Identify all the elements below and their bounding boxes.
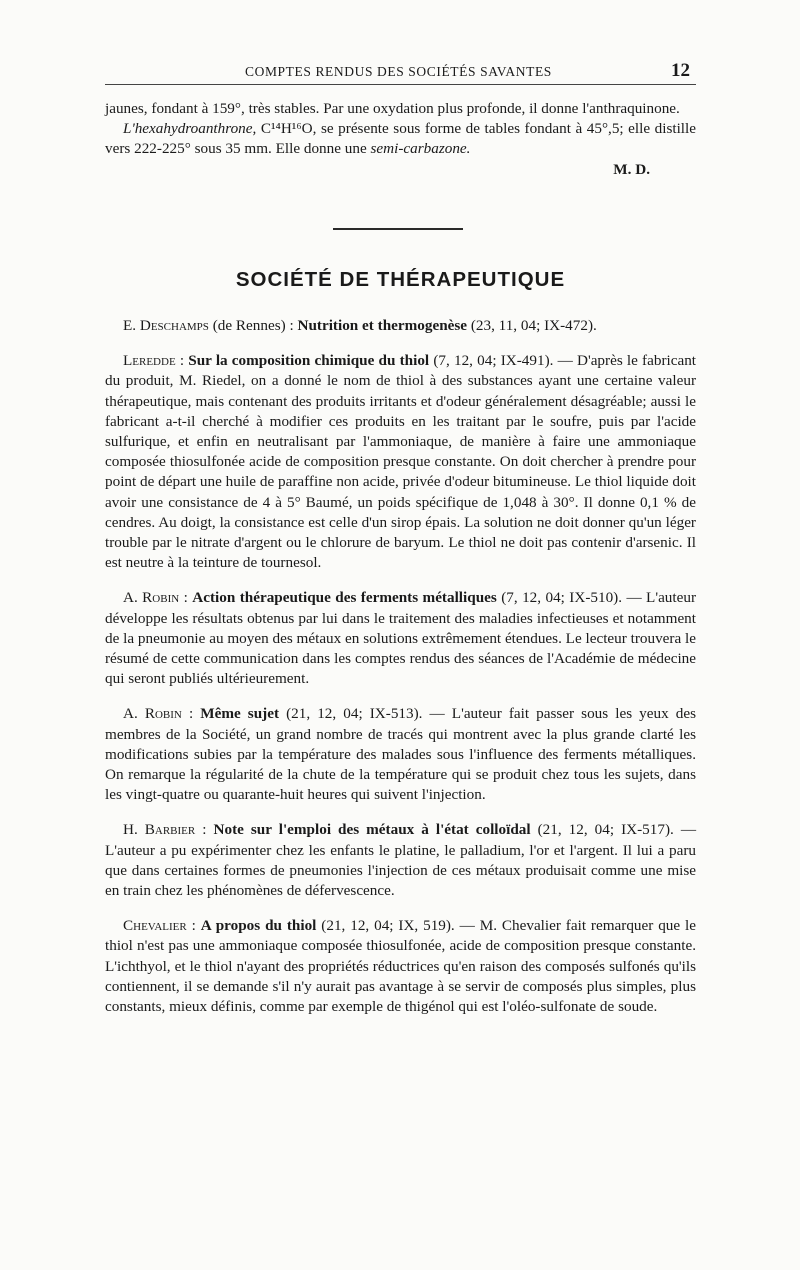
running-header: [105, 62, 696, 85]
entry-reference: (7, 12, 04; IX-491).: [433, 352, 554, 370]
intro-paragraph-2-text: se présente sous forme de tables fondant à 45°,5; elle distille vers 222-225° sous 35 mm. Elle donne une: [105, 120, 696, 158]
abstract-entry: [105, 351, 696, 573]
entry-reference: (21, 12, 04; IX-517).: [537, 821, 674, 839]
entry-author: H. Barbier: [123, 821, 196, 839]
entry-author: A. Robin: [123, 705, 182, 723]
abstract-entry: [105, 704, 696, 805]
entry-pre-title: :: [183, 589, 188, 607]
abstract-list: [105, 316, 696, 1032]
entry-body: — L'auteur fait passer sous les yeux des membres de la Société, un grand nombre de tracés qui montrent avec la plus grande clarté les modifications subies par la température des malades sous l'influence des ferments métalliques. On remarque la régularité de la chute de la température qui se produit chez tous les sujets, dans les vingt-quatre ou quarante-huit heures qui suivent l'injection.: [105, 705, 697, 804]
entry-reference: (21, 12, 04; IX-513).: [286, 705, 423, 723]
entry-author: E. Deschamps: [123, 317, 209, 334]
entry-body: — M. Chevalier fait remarquer que le thiol n'est pas une ammoniaque composée thiosulfonée, acide de composition presque constante. L'ichthyol, et le thiol n'ayant des propriétés réductrices qu'en raison des composés sulfonés qu'ils contiennent, il se demande s'il n'y aurait pas avantage à se servir de composés plus simples, plus constants, mieux définis, comme par exemple de thigénol qui est l'oléo-sulfonate de soude.: [105, 917, 696, 1016]
entry-pre-title: :: [191, 917, 196, 935]
entry-author: A. Robin: [123, 589, 180, 607]
entry-title: A propos du thiol: [200, 917, 317, 935]
compound-name: L'hexahydroanthrone,: [123, 120, 257, 138]
abstract-entry: [105, 820, 696, 901]
entry-body: — L'auteur a pu expérimenter chez les enfants le platine, le palladium, l'or et l'argent. Il lui a paru que dans certaines formes de pneumonies l'injection de ces métaux produisait comme une mise en train chez les phénomènes de défervescence.: [105, 821, 697, 900]
abstract-entry: [105, 916, 696, 1017]
entry-title: Action thérapeutique des ferments métalliques: [192, 589, 497, 607]
entry-author: Chevalier: [123, 917, 187, 935]
entry-body: — D'après le fabricant du produit, M. Riedel, on a donné le nom de thiol à des substances ayant une certaine valeur thérapeutique, mais contenant des produits irritants et d'odeur généralement désagréable; aussi le fabricant a-t-il cherché à modifier ces produits en les traitant par le soufre, puis par l'acide sulfurique, et enfin en neutralisant par l'ammoniaque, de manière à faire une ammoniaque composée thiosulfonée acide de composition presque constante. On doit chercher à prendre pour point de départ une huile de paraffine non acide, privée d'odeur bitumineuse. Le thiol liquide doit avoir une consistance de 4 à 5° Baumé, un poids spécifique de 1,048 à 30°. Il donne 0,1 % de cendres. Au doigt, la consistance est celle d'un sirop épais. La solution ne doit donner qu'un léger trouble par le nitrate d'argent ou le chlorure de baryum. Le thiol ne doit pas contenir d'arsenic. Il est neutre à la teinture de tournesol.: [105, 352, 697, 572]
entry-pre-title: :: [179, 352, 185, 370]
section-divider: [333, 228, 463, 230]
entry-reference: (21, 12, 04; IX, 519).: [321, 917, 455, 935]
entry-title: Nutrition et thermogenèse: [297, 317, 468, 334]
entry-title: Note sur l'emploi des métaux à l'état colloïdal: [213, 821, 531, 839]
entry-title: Même sujet: [200, 705, 280, 723]
intro-continuation: [105, 99, 696, 180]
abstract-entry: [105, 316, 696, 336]
entry-pre-title: (de Rennes) :: [212, 317, 294, 334]
page-number: 12: [671, 60, 690, 81]
section-title: SOCIÉTÉ DE THÉRAPEUTIQUE: [235, 268, 566, 291]
intro-paragraph-2-end: semi-carbazone.: [370, 140, 471, 158]
entry-pre-title: :: [188, 705, 194, 723]
entry-reference: (23, 11, 04; IX-472).: [470, 317, 597, 334]
entry-author: Leredde: [123, 352, 176, 370]
intro-paragraph-2: [105, 119, 696, 159]
abstract-entry: [105, 588, 696, 689]
entry-reference: (7, 12, 04; IX-510).: [501, 589, 623, 607]
signature: M. D.: [613, 160, 650, 178]
running-title: COMPTES RENDUS DES SOCIÉTÉS SAVANTES: [245, 64, 552, 79]
chemical-formula: C¹⁴H¹⁶O,: [260, 120, 317, 138]
entry-body: — L'auteur développe les résultats obtenus par lui dans le traitement des maladies infectieuses et notamment de la pneumonie au moyen des métaux en solutions extrêmement étendues. Le lecteur trouvera le résumé de cette communication dans les comptes rendus des séances de l'Académie de médecine qui seront publiés ultérieurement.: [105, 589, 697, 688]
entry-pre-title: :: [202, 821, 207, 839]
intro-paragraph-1: jaunes, fondant à 159°, très stables. Par une oxydation plus profonde, il donne l'anthraquinone.: [105, 100, 680, 117]
entry-title: Sur la composition chimique du thiol: [188, 352, 430, 370]
